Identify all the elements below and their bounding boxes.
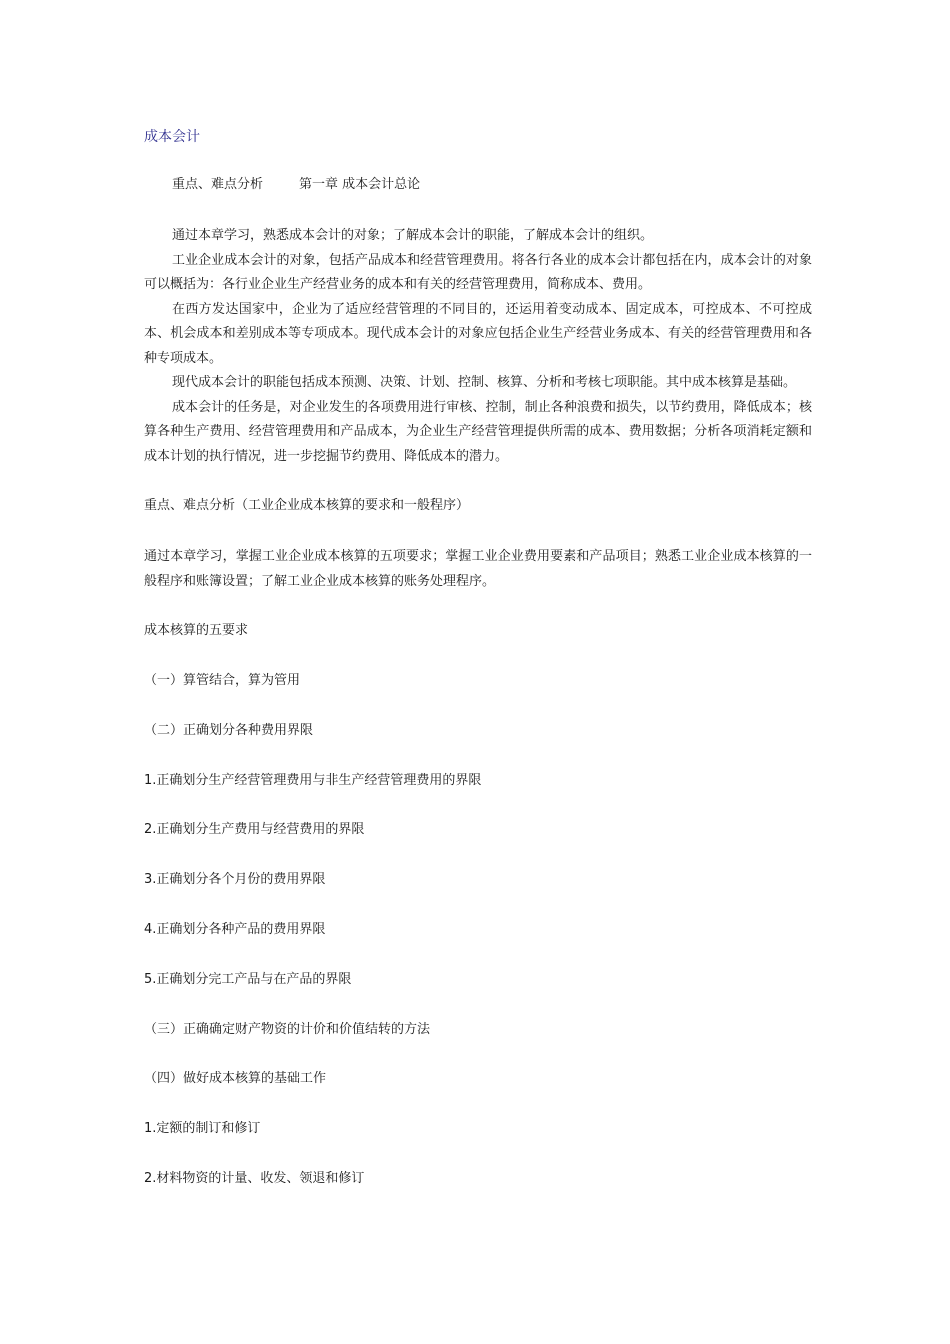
list-item [144,819,812,841]
chapter-heading [144,174,812,196]
list-item [144,1068,812,1090]
list-item [144,1168,812,1190]
item-text: 正确划分各种产品的费用界限 [156,921,326,937]
intro-section [144,224,812,469]
item-text: （二）正确划分各种费用界限 [144,722,314,738]
item-number: 5. [144,971,157,987]
list-item [144,1019,812,1041]
item-text: 材料物资的计量、收发、领退和修订 [156,1170,365,1186]
section2-heading: 重点、难点分析（工业企业成本核算的要求和一般程序） [144,498,470,513]
item-text: （一）算管结合，算为管用 [144,673,301,688]
item-number: 1. [144,1121,157,1137]
list-item [144,1118,812,1140]
list-item [144,869,812,891]
list-item [144,919,812,941]
item-text: 正确划分生产经营管理费用与非生产经营管理费用的界限 [156,772,482,788]
item-number: 1. [144,772,157,788]
list-item [144,670,812,692]
intro-paragraph: 通过本章学习，熟悉成本会计的对象；了解成本会计的职能，了解成本会计的组织。 [172,228,654,243]
section2-paragraph: 通过本章学习，掌握工业企业成本核算的五项要求；掌握工业企业费用要素和产品项目；熟悉工业企业成本核算的一般程序和账簿设置；了解工业企业成本核算的账务处理程序。 [144,549,812,589]
requirements-heading: 成本核算的五要求 [144,623,249,638]
intro-paragraph: 工业企业成本会计的对象，包括产品成本和经营管理费用。将各行各业的成本会计都包括在内，成本会计的对象可以概括为：各行业企业生产经营业务的成本和有关的经营管理费用，简称成本、费用。 [144,252,812,292]
chapter-heading-left: 重点、难点分析 [172,177,264,192]
document-title: 成本会计 [144,129,200,145]
item-text: 正确划分完工产品与在产品的界限 [156,971,352,987]
item-number: 4. [144,921,157,937]
item-number: 3. [144,872,157,888]
item-number: 2. [144,1170,157,1186]
requirements-list [144,670,812,1190]
item-number: 2. [144,822,157,838]
intro-paragraph: 在西方发达国家中，企业为了适应经营管理的不同目的，还运用着变动成本、固定成本，可控成本、不可控成本、机会成本和差别成本等专项成本。现代成本会计的对象应包括企业生产经营业务成本、有关的经营管理费用和各种专项成本。 [144,301,812,366]
document-body [144,126,812,1218]
item-text: 正确划分各个月份的费用界限 [156,872,326,888]
intro-paragraph: 成本会计的任务是，对企业发生的各项费用进行审核、控制，制止各种浪费和损失，以节约费用，降低成本；核算各种生产费用、经营管理费用和产品成本，为企业生产经营管理提供所需的成本、费用数据；分析各项消耗定额和成本计划的执行情况，进一步挖掘节约费用、降低成本的潜力。 [144,399,812,464]
list-item [144,720,812,742]
item-text: 正确划分生产费用与经营费用的界限 [156,822,365,838]
item-text: 定额的制订和修订 [156,1121,261,1137]
item-text: （三）正确确定财产物资的计价和价值结转的方法 [144,1021,431,1037]
list-item [144,969,812,991]
list-item [144,770,812,792]
chapter-heading-right: 第一章 成本会计总论 [299,177,421,192]
item-text: （四）做好成本核算的基础工作 [144,1071,327,1087]
intro-paragraph: 现代成本会计的职能包括成本预测、决策、计划、控制、核算、分析和考核七项职能。其中成本核算是基础。 [172,375,797,390]
